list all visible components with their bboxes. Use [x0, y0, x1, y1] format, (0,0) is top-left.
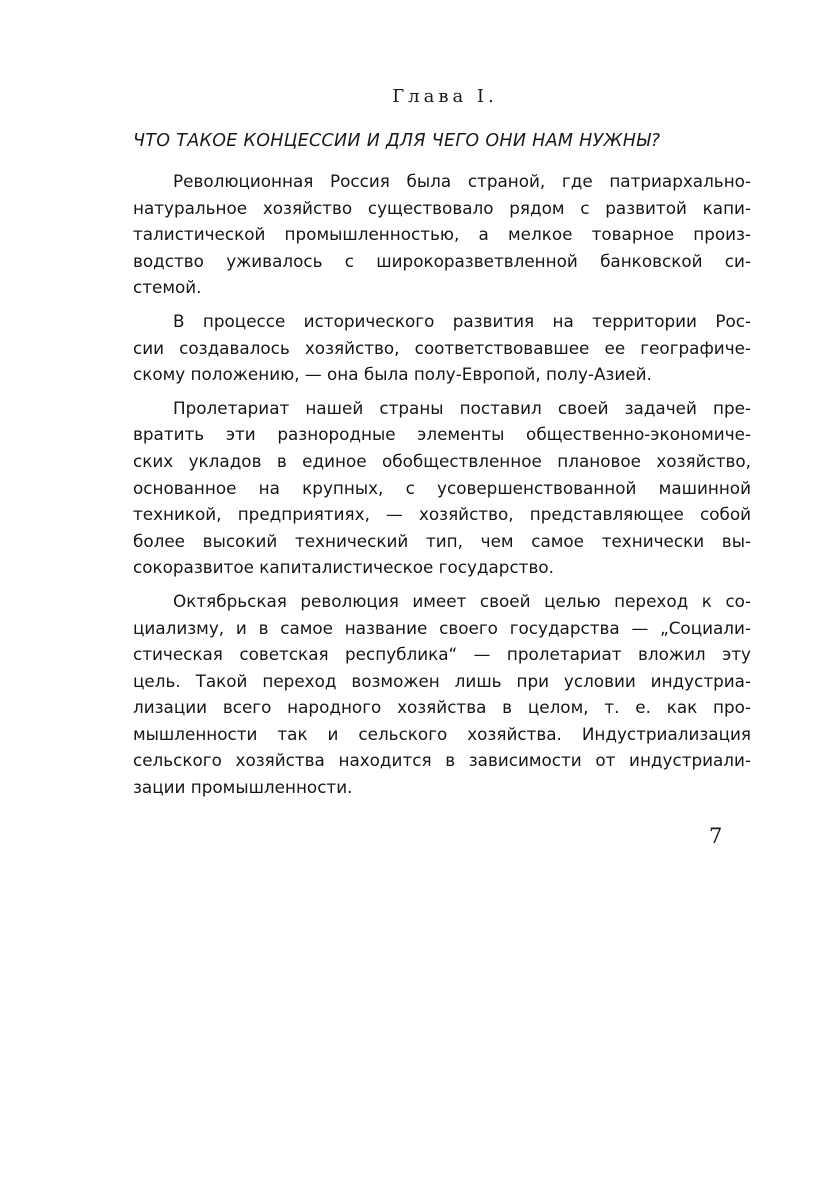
- text-line: цель. Такой переход возможен лишь при условии индустриа-: [133, 670, 751, 691]
- text-line: основанное на крупных, с усовершенствованной машинной: [133, 477, 751, 498]
- text-line: более высокий технический тип, чем самое технически вы-: [133, 530, 751, 551]
- text-line: В процессе исторического развития на территории Рос-: [173, 310, 751, 331]
- text-line: ских укладов в единое обобществленное плановое хозяйство,: [133, 450, 751, 471]
- body-text: [133, 168, 751, 808]
- chapter-title: ЧТО ТАКОЕ КОНЦЕССИИ И ДЛЯ ЧЕГО ОНИ НАМ НУЖНЫ?: [133, 131, 661, 151]
- text-line: мышленности так и сельского хозяйства. Индустриализация: [133, 723, 751, 744]
- text-line: стическая советская республика“ — пролетариат вложил эту: [133, 644, 751, 665]
- text-line: стемой.: [133, 277, 202, 298]
- text-line: сокоразвитое капиталистическое государство.: [133, 557, 554, 578]
- text-line: циализму, и в самое название своего государства — „Социали-: [133, 617, 751, 638]
- paragraph-1: [133, 168, 751, 301]
- text-line: сии создавалось хозяйство, соответствовавшее ее географиче-: [133, 337, 751, 358]
- page-number: 7: [709, 824, 723, 848]
- text-line: зации промышленности.: [133, 777, 353, 798]
- text-line: лизации всего народного хозяйства в целом, т. е. как про-: [133, 697, 751, 718]
- text-line: Революционная Россия была страной, где патриархально-: [173, 171, 751, 191]
- text-line: техникой, предприятиях, — хозяйство, представляющее собой: [133, 504, 751, 525]
- text-line: талистической промышленностью, а мелкое товарное произ-: [133, 224, 751, 245]
- text-line: водство уживалось с широкоразветвленной банковской си-: [133, 250, 751, 271]
- text-line: сельского хозяйства находится в зависимости от индустриали-: [133, 750, 751, 771]
- text-line: натуральное хозяйство существовало рядом с развитой капи-: [133, 197, 751, 218]
- text-line: Октябрьская революция имеет своей целью переход к со-: [173, 590, 751, 611]
- text-line: Пролетариат нашей страны поставил своей задачей пре-: [173, 397, 751, 418]
- paragraph-4: [133, 588, 751, 801]
- text-line: скому положению, — она была полу-Европой, полу-Азией.: [133, 364, 652, 385]
- chapter-label: Глава I.: [392, 86, 498, 107]
- text-line: вратить эти разнородные элементы общественно-экономиче-: [133, 424, 751, 445]
- paragraph-3: [133, 395, 751, 581]
- paragraph-2: [133, 308, 751, 388]
